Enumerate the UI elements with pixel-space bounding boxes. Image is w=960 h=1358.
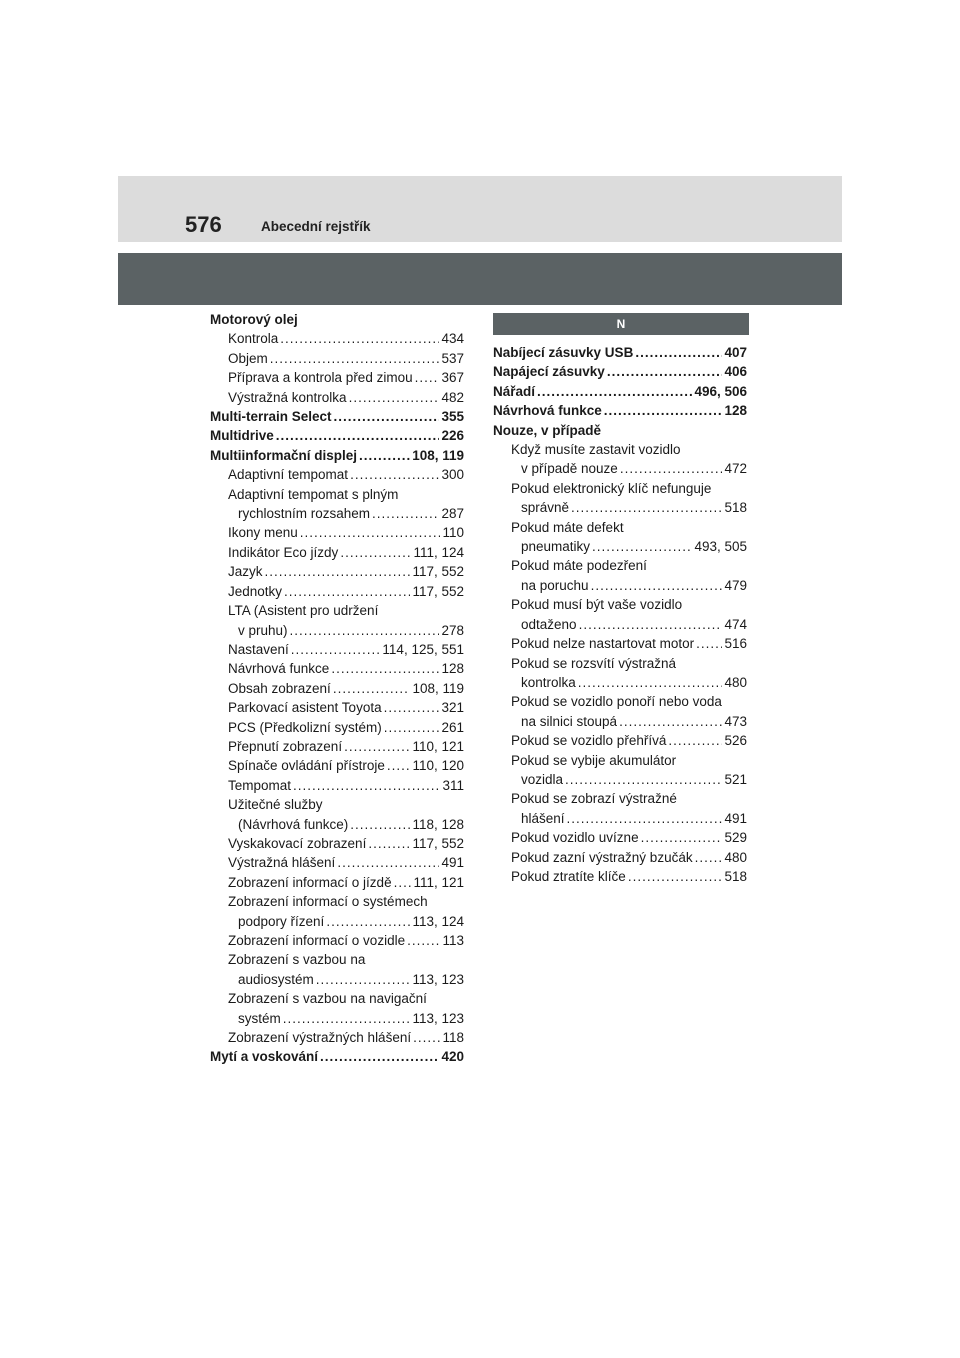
index-entry bbox=[493, 848, 747, 867]
leader-dots bbox=[359, 446, 410, 465]
index-entry-page: 118 bbox=[442, 1030, 464, 1046]
index-entry-text: Zobrazení výstražných hlášení bbox=[228, 1030, 412, 1046]
index-entry-page: 518 bbox=[724, 500, 747, 516]
index-entry-page: 117, 552 bbox=[412, 583, 464, 599]
leader-dots bbox=[413, 1028, 440, 1047]
index-entry bbox=[210, 368, 464, 387]
index-entry bbox=[493, 576, 747, 595]
index-entry-page: 474 bbox=[724, 616, 747, 632]
index-entry-page: 406 bbox=[724, 364, 747, 380]
index-entry bbox=[493, 401, 747, 420]
index-entry bbox=[210, 601, 464, 620]
index-entry-page: 114, 125, 551 bbox=[382, 641, 464, 657]
index-entry-page: 518 bbox=[724, 868, 747, 884]
index-entry-text: Napájecí zásuvky bbox=[493, 364, 605, 380]
index-entry-text: vozidla bbox=[521, 771, 564, 787]
index-entry bbox=[210, 912, 464, 931]
index-entry-text: Ikony menu bbox=[228, 525, 298, 541]
leader-dots bbox=[372, 504, 439, 523]
index-entry bbox=[210, 718, 464, 737]
index-entry-text: Zobrazení informací o systémech bbox=[228, 894, 428, 910]
index-entry-page: 311 bbox=[442, 777, 464, 793]
index-entry-text: Pokud máte defekt bbox=[511, 519, 624, 535]
index-entry bbox=[210, 892, 464, 911]
index-entry bbox=[210, 853, 464, 872]
index-entry-page: 496, 506 bbox=[694, 383, 747, 399]
index-entry-text: Pokud se vybije akumulátor bbox=[511, 752, 677, 768]
leader-dots bbox=[350, 465, 439, 484]
index-entry bbox=[210, 523, 464, 542]
index-entry-page: 491 bbox=[724, 810, 747, 826]
index-entry-text: Zobrazení informací o vozidle bbox=[228, 933, 406, 948]
index-entry-text: Multi-terrain Select bbox=[210, 409, 332, 425]
leader-dots bbox=[320, 1047, 439, 1066]
index-entry bbox=[210, 950, 464, 969]
index-entry-text: Když musíte zastavit vozidlo bbox=[511, 442, 681, 458]
index-entry bbox=[493, 692, 747, 711]
leader-dots bbox=[291, 640, 381, 659]
index-entry bbox=[493, 712, 747, 731]
index-entry-text: Nouze, v případě bbox=[493, 422, 602, 438]
index-entry-text: Obsah zobrazení bbox=[228, 680, 331, 696]
index-entry-text: na silnici stoupá bbox=[521, 713, 618, 729]
index-entry-text: Užitečné služby bbox=[228, 797, 323, 813]
index-entry-text: Motorový olej bbox=[210, 312, 298, 327]
index-entry-text: Návrhová funkce bbox=[228, 661, 330, 677]
leader-dots bbox=[349, 388, 440, 407]
leader-dots bbox=[350, 815, 410, 834]
index-entry bbox=[493, 479, 747, 498]
index-entry bbox=[210, 407, 464, 426]
index-entry bbox=[210, 795, 464, 814]
index-entry-page: 482 bbox=[441, 389, 464, 405]
index-entry bbox=[493, 654, 747, 673]
index-entry-text: Výstražná kontrolka bbox=[228, 389, 347, 405]
index-entry-text: Pokud se vozidlo přehřívá bbox=[511, 733, 667, 749]
leader-dots bbox=[384, 698, 440, 717]
leader-dots bbox=[619, 712, 722, 731]
leader-dots bbox=[276, 426, 440, 445]
index-entry bbox=[210, 349, 464, 368]
index-entry-text: správně bbox=[521, 500, 570, 516]
index-entry-text: Spínače ovládání přístroje bbox=[228, 758, 385, 774]
index-entry bbox=[493, 673, 747, 692]
index-entry bbox=[210, 582, 464, 601]
index-entry-page: 407 bbox=[724, 345, 747, 360]
index-entry bbox=[493, 615, 747, 634]
index-entry-page: 300 bbox=[441, 467, 464, 483]
index-entry-page: 321 bbox=[441, 700, 464, 716]
index-entry bbox=[210, 815, 464, 834]
index-entry bbox=[493, 498, 747, 517]
index-entry bbox=[210, 562, 464, 581]
index-entry-text: (Návrhová funkce) bbox=[238, 816, 349, 832]
index-entry-text: rychlostním rozsahem bbox=[238, 506, 371, 522]
index-entry-text: hlášení bbox=[521, 810, 565, 826]
leader-dots bbox=[344, 737, 410, 756]
index-entry bbox=[493, 362, 747, 381]
index-entry bbox=[493, 459, 747, 478]
section-title: Abecední rejstřík bbox=[261, 219, 371, 234]
index-entry-text: pneumatiky bbox=[521, 539, 591, 555]
index-entry bbox=[210, 679, 464, 698]
leader-dots bbox=[628, 867, 723, 886]
leader-dots bbox=[316, 970, 411, 989]
leader-dots bbox=[394, 873, 412, 892]
index-entry-page: 529 bbox=[724, 830, 747, 846]
leader-dots bbox=[334, 407, 440, 426]
index-entry bbox=[493, 634, 747, 653]
index-entry-page: 479 bbox=[724, 577, 747, 593]
leader-dots bbox=[280, 329, 439, 348]
index-entry-page: 128 bbox=[724, 403, 747, 419]
leader-dots bbox=[326, 912, 410, 931]
leader-dots bbox=[407, 931, 440, 950]
header-band bbox=[118, 176, 842, 242]
index-entry-text: Návrhová funkce bbox=[493, 403, 602, 419]
index-entry-page: 117, 552 bbox=[412, 564, 464, 580]
index-entry bbox=[210, 1009, 464, 1028]
index-entry-text: audiosystém bbox=[238, 971, 314, 987]
header-dark-band bbox=[118, 253, 842, 305]
index-column-left bbox=[210, 310, 464, 1067]
index-entry-text: Pokud se vozidlo ponoří nebo voda bbox=[511, 694, 722, 710]
index-entry bbox=[210, 543, 464, 562]
index-entry bbox=[210, 776, 464, 795]
index-entry bbox=[210, 310, 464, 329]
leader-dots bbox=[387, 756, 411, 775]
index-entry-page: 355 bbox=[441, 409, 464, 425]
leader-dots bbox=[283, 1009, 411, 1028]
index-entry-text: v pruhu) bbox=[238, 622, 288, 638]
index-entry-page: 434 bbox=[441, 331, 464, 347]
index-column-right bbox=[493, 343, 747, 886]
index-entry bbox=[210, 834, 464, 853]
index-entry-text: Nastavení bbox=[228, 641, 289, 657]
index-entry-text: Jazyk bbox=[228, 564, 263, 580]
index-entry-page: 108, 119 bbox=[412, 447, 464, 463]
leader-dots bbox=[331, 659, 439, 678]
index-entry-page: 493, 505 bbox=[694, 539, 747, 555]
leader-dots bbox=[578, 673, 723, 692]
index-entry bbox=[210, 329, 464, 348]
index-entry-text: Nářadí bbox=[493, 383, 536, 399]
index-entry bbox=[493, 556, 747, 575]
index-entry bbox=[210, 970, 464, 989]
index-entry bbox=[210, 465, 464, 484]
index-entry bbox=[493, 382, 747, 401]
leader-dots bbox=[265, 562, 411, 581]
index-entry bbox=[210, 737, 464, 756]
index-entry-page: 472 bbox=[724, 461, 747, 477]
index-entry bbox=[210, 931, 464, 950]
index-entry bbox=[210, 504, 464, 523]
index-entry bbox=[210, 1047, 464, 1066]
leader-dots bbox=[565, 770, 722, 789]
index-entry-page: 473 bbox=[724, 713, 747, 729]
leader-dots bbox=[415, 368, 440, 387]
index-entry-text: Multidrive bbox=[210, 428, 274, 444]
leader-dots bbox=[635, 343, 722, 362]
index-entry-page: 367 bbox=[441, 370, 464, 386]
index-entry-text: systém bbox=[238, 1010, 281, 1026]
index-entry-page: 491 bbox=[441, 855, 464, 871]
index-entry-page: 261 bbox=[441, 719, 464, 735]
index-entry-text: Pokud zazní výstražný bzučák bbox=[511, 849, 693, 865]
index-entry-page: 113, 124 bbox=[412, 913, 464, 929]
leader-dots bbox=[270, 349, 440, 368]
index-entry bbox=[493, 595, 747, 614]
index-entry-text: Zobrazení informací o jízdě bbox=[228, 874, 392, 890]
index-entry bbox=[210, 388, 464, 407]
leader-dots bbox=[384, 718, 440, 737]
index-entry-text: Objem bbox=[228, 350, 268, 366]
index-entry-text: Indikátor Eco jízdy bbox=[228, 544, 339, 560]
index-entry-page: 110, 120 bbox=[412, 758, 464, 774]
index-entry-page: 287 bbox=[441, 506, 464, 522]
index-entry-page: 537 bbox=[441, 350, 464, 366]
index-entry-page: 113, 123 bbox=[412, 971, 464, 987]
leader-dots bbox=[337, 853, 439, 872]
index-entry bbox=[210, 1028, 464, 1047]
index-entry-text: Pokud ztratíte klíče bbox=[511, 868, 626, 884]
index-entry-text: Zobrazení s vazbou na navigační bbox=[228, 991, 427, 1007]
index-entry-text: LTA (Asistent pro udržení bbox=[228, 603, 379, 619]
index-entry-text: podpory řízení bbox=[238, 913, 325, 929]
index-entry-text: Pokud elektronický klíč nefunguje bbox=[511, 480, 712, 496]
index-entry-text: kontrolka bbox=[521, 674, 576, 690]
index-entry-page: 526 bbox=[724, 733, 747, 749]
index-entry bbox=[210, 621, 464, 640]
index-entry-text: Kontrola bbox=[228, 331, 279, 347]
index-entry-page: 278 bbox=[441, 622, 464, 638]
index-entry-text: Pokud musí být vaše vozidlo bbox=[511, 597, 683, 613]
index-entry bbox=[493, 789, 747, 808]
leader-dots bbox=[579, 615, 723, 634]
index-entry bbox=[210, 698, 464, 717]
index-entry bbox=[493, 343, 747, 362]
leader-dots bbox=[620, 459, 723, 478]
index-entry-text: Parkovací asistent Toyota bbox=[228, 700, 382, 716]
index-entry-page: 110, 121 bbox=[412, 738, 464, 754]
index-entry-page: 111, 121 bbox=[413, 874, 464, 890]
leader-dots bbox=[300, 523, 441, 542]
letter-heading-n: N bbox=[493, 313, 749, 335]
page-number: 576 bbox=[185, 212, 222, 237]
index-entry bbox=[493, 751, 747, 770]
index-entry-text: Pokud máte podezření bbox=[511, 558, 647, 574]
index-entry-page: 118, 128 bbox=[412, 816, 464, 832]
index-entry-text: Pokud vozidlo uvízne bbox=[511, 830, 639, 846]
index-entry-text: Pokud nelze nastartovat motor bbox=[511, 636, 695, 652]
index-entry-text: Nabíjecí zásuvky USB bbox=[493, 345, 634, 360]
index-entry bbox=[210, 659, 464, 678]
index-entry-page: 113, 123 bbox=[412, 1010, 464, 1026]
index-entry-page: 480 bbox=[724, 849, 747, 865]
index-entry-page: 516 bbox=[724, 636, 747, 652]
leader-dots bbox=[284, 582, 410, 601]
index-entry-text: Pokud se rozsvítí výstražná bbox=[511, 655, 677, 671]
index-entry-text: Multiinformační displej bbox=[210, 447, 358, 463]
index-entry bbox=[493, 867, 747, 886]
index-entry bbox=[210, 485, 464, 504]
index-entry bbox=[493, 770, 747, 789]
leader-dots bbox=[604, 401, 723, 420]
index-entry-text: Zobrazení s vazbou na bbox=[228, 952, 366, 968]
index-entry-page: 521 bbox=[724, 771, 747, 787]
index-entry-page: 113 bbox=[442, 933, 464, 948]
leader-dots bbox=[591, 576, 723, 595]
index-entry-page: 111, 124 bbox=[413, 544, 464, 560]
index-entry-page: 226 bbox=[441, 428, 464, 444]
index-entry-page: 480 bbox=[724, 674, 747, 690]
leader-dots bbox=[293, 776, 440, 795]
index-entry bbox=[493, 518, 747, 537]
leader-dots bbox=[592, 537, 692, 556]
index-entry-text: Mytí a voskování bbox=[210, 1049, 319, 1065]
index-entry-text: Pokud se zobrazí výstražné bbox=[511, 791, 677, 807]
index-entry bbox=[210, 446, 464, 465]
index-entry-text: Jednotky bbox=[228, 583, 283, 599]
index-entry-text: Adaptivní tempomat s plným bbox=[228, 486, 399, 502]
index-entry-text: Příprava a kontrola před zimou bbox=[228, 370, 413, 386]
index-entry bbox=[210, 873, 464, 892]
index-entry-text: Adaptivní tempomat bbox=[228, 467, 349, 483]
leader-dots bbox=[696, 634, 722, 653]
leader-dots bbox=[537, 382, 692, 401]
index-entry bbox=[493, 537, 747, 556]
leader-dots bbox=[641, 828, 723, 847]
leader-dots bbox=[567, 809, 723, 828]
index-entry bbox=[493, 828, 747, 847]
leader-dots bbox=[333, 679, 411, 698]
index-entry-text: Tempomat bbox=[228, 777, 292, 793]
index-entry bbox=[210, 426, 464, 445]
leader-dots bbox=[368, 834, 410, 853]
index-entry bbox=[493, 440, 747, 459]
leader-dots bbox=[571, 498, 722, 517]
index-entry-page: 108, 119 bbox=[412, 680, 464, 696]
leader-dots bbox=[290, 621, 440, 640]
index-entry-page: 117, 552 bbox=[412, 835, 464, 851]
leader-dots bbox=[695, 848, 723, 867]
index-entry-page: 128 bbox=[441, 661, 464, 677]
index-entry bbox=[210, 640, 464, 659]
index-entry-text: v případě nouze bbox=[521, 461, 618, 477]
index-entry-text: PCS (Předkolizní systém) bbox=[228, 719, 382, 735]
index-entry bbox=[493, 809, 747, 828]
index-entry bbox=[210, 756, 464, 775]
leader-dots bbox=[340, 543, 411, 562]
index-entry bbox=[210, 989, 464, 1008]
index-entry-text: Přepnutí zobrazení bbox=[228, 738, 343, 754]
index-entry-text: Vyskakovací zobrazení bbox=[228, 835, 367, 851]
index-entry-text: odtaženo bbox=[521, 616, 577, 632]
index-entry-text: Výstražná hlášení bbox=[228, 855, 336, 871]
index-entry bbox=[493, 731, 747, 750]
leader-dots bbox=[668, 731, 722, 750]
index-entry-page: 420 bbox=[441, 1049, 464, 1065]
leader-dots bbox=[607, 362, 723, 381]
index-entry-text: na poruchu bbox=[521, 577, 589, 593]
index-entry bbox=[493, 421, 747, 440]
index-entry-page: 110 bbox=[442, 525, 464, 541]
